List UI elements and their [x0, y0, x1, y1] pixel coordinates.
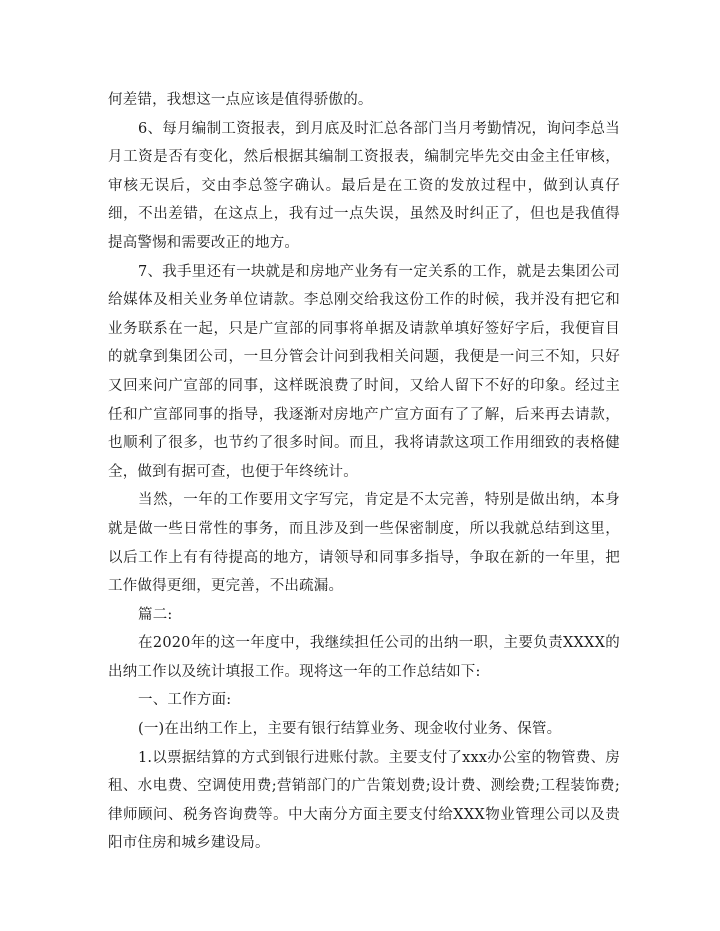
section-heading-2: 篇二: [138, 606, 173, 623]
paragraph-3: 7、我手里还有一块就是和房地产业务有一定关系的工作，就是去集团公司给媒体及相关业务单位请款。李总刚交给我这份工作的时候，我并没有把它和业务联系在一起，只是广宣部的同事将单据及请款单填好签好字后，我便盲目的就拿到集团公司，一旦分管会计问到我相关问题，我便是一问三不知，只好又回来问广宣部的同事，这样既浪费了时间，又给人留下不好的印象。经过主任和广宣部同事的指导，我逐渐对房地产广宣方面有了了解，后来再去请款，也顺利了很多，也节约了很多时间。而且，我将请款这项工作用细致的表格健全，做到有据可查，也便于年终统计。 [108, 263, 620, 480]
paragraph-6: 在2020年的这一年度中，我继续担任公司的出纳一职，主要负责XXXX的出纳工作以及统计填报工作。现将这一年的工作总结如下: [108, 635, 620, 680]
subheading-cashier: (一)在出纳工作上，主要有银行结算业务、现金收付业务、保管。 [138, 721, 562, 738]
paragraph-4: 当然，一年的工作要用文字写完，肯定是不太完善，特别是做出纳，本身就是做一些日常性的事务，而且涉及到一些保密制度，所以我就总结到这里，以后工作上有有待提高的地方，请领导和同事多指导，争取在新的一年里，把工作做得更细，更完善，不出疏漏。 [108, 492, 620, 595]
paragraph-2: 6、每月编制工资报表，到月底及时汇总各部门当月考勤情况，询问李总当月工资是否有变化，然后根据其编制工资报表，编制完毕先交由金主任审核，审核无误后，交由李总签字确认。最后是在工资的发放过程中，做到认真仔细，不出差错，在这点上，我有过一点失误，虽然及时纠正了，但也是我值得提高警惕和需要改正的地方。 [108, 120, 620, 251]
subheading-work: 一、工作方面: [138, 692, 232, 709]
paragraph-1: 何差错，我想这一点应该是值得骄傲的。 [108, 92, 373, 108]
document-page [108, 86, 620, 858]
paragraph-9: 1.以票据结算的方式到银行进账付款。主要支付了xxx办公室的物管费、房租、水电费、空调使用费;营销部门的广告策划费;设计费、测绘费;工程装饰费;律师顾问、税务咨询费等。中大南分方面主要支付给XXX物业管理公司以及贵阳市住房和城乡建设局。 [108, 749, 620, 852]
